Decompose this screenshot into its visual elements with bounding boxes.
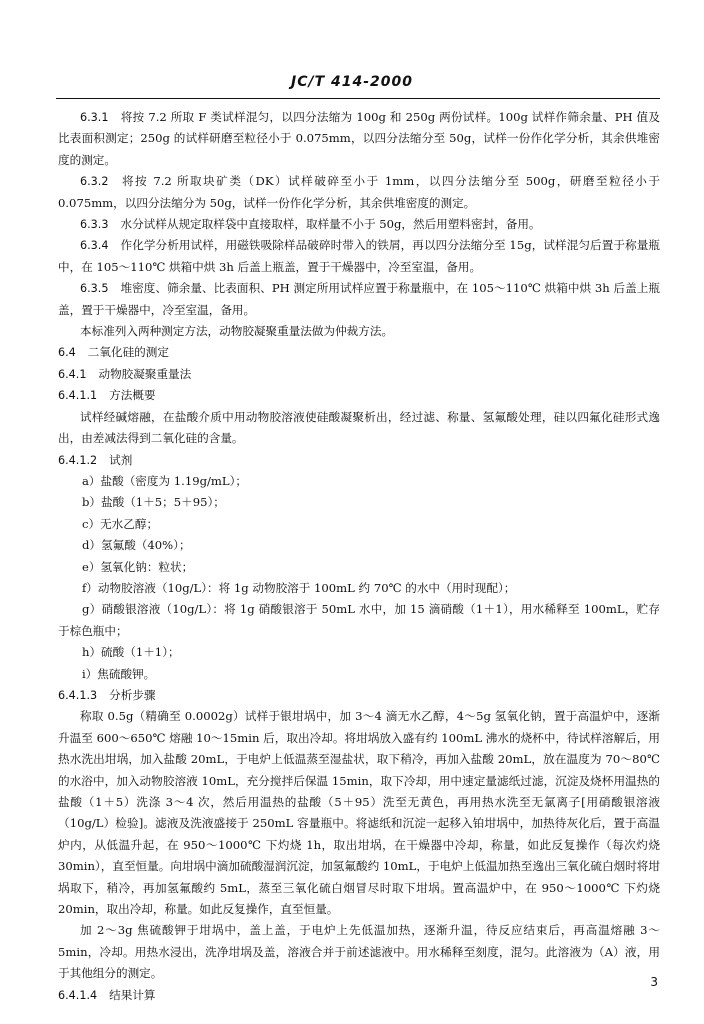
paragraph-text: 试样经碱熔融，在盐酸介质中用动物胶溶液使硅酸凝聚析出，经过滤、称量、氢氟酸处理，硅以四氟化硅形式逸出，由差减法得到二氧化硅的含量。: [58, 409, 660, 446]
paragraph: [58, 278, 660, 321]
paragraph: [58, 321, 660, 342]
heading-text: 试剂: [109, 452, 133, 467]
paragraph: [58, 706, 660, 920]
section-number: 6.4.1.3: [58, 688, 98, 702]
section-heading: [58, 685, 660, 706]
paragraph: [58, 920, 660, 984]
section-number: 6.4: [58, 346, 76, 360]
heading-text: 分析步骤: [109, 687, 156, 702]
paragraph-text: 称取 0.5g（精确至 0.0002g）试样于银坩埚中，加 3～4 滴无水乙醇，4～5g 氢氧化钠，置于高温炉中，逐渐升温至 600～650℃ 熔融 10～15min 后，取出冷却。将坩埚放入盛有约 100mL 沸水的烧杯中，待试样溶解后，用热水洗出坩埚，加入盐酸 20mL，于电炉上低温蒸至湿盐状，取下稍冷，再加入盐酸 20mL，放在温度为 70～80℃ 的水浴中，加入动物胶溶液 10mL，充分搅拌后保温 15min，取下冷却，用中速定量滤纸过滤，沉淀及烧杯用温热的盐酸（1＋5）洗涤 3～4 次，然后用温热的盐酸（5＋95）洗至无黄色，再用热水洗至无氯离子[用硝酸银溶液（10g/L）检验]。滤液及洗液盛接于 250mL 容量瓶中。将滤纸和沉淀一起移入铂坩埚中，加热待灰化后，置于高温炉内，从低温升起，在 950～1000℃ 下灼烧 1h，取出坩埚，在干燥器中冷却，称量，如此反复操作（每次灼烧 30min），直至恒量。向坩埚中滴加硫酸湿润沉淀，加氢氟酸约 10mL，于电炉上低温加热至逸出三氧化硫白烟时将坩埚取下，稍冷，再加氢氟酸约 5mL，蒸至三氧化硫白烟冒尽时取下坩埚。置高温炉中，在 950～1000℃ 下灼烧 20min，取出冷却，称量。如此反复操作，直至恒量。: [58, 709, 660, 917]
heading-text: 动物胶凝聚重量法: [98, 366, 192, 381]
paragraph: [58, 214, 660, 235]
section-number: 6.4.1.4: [58, 988, 98, 1002]
paragraph: [58, 171, 660, 214]
paragraph: [58, 407, 660, 450]
paragraph: [58, 235, 660, 278]
reagent-item: b）盐酸（1＋5；5＋95）；: [82, 495, 225, 510]
section-number: 6.3.2: [80, 175, 109, 189]
document-body: [58, 107, 660, 1006]
paragraph-text: 作化学分析用试样，用磁铁吸除样品破碎时带入的铁屑，再以四分法缩分至 15g，试样混匀后置于称量瓶中，在 105～110℃ 烘箱中烘 3h 后盖上瓶盖，置于干燥器中，冷至室温，备用。: [58, 238, 660, 274]
section-number: 6.3.3: [80, 218, 109, 232]
paragraph-text: 水分试样从规定取样袋中直接取样，取样量不小于 50g，然后用塑料密封，备用。: [120, 217, 541, 232]
heading-text: 结果计算: [109, 987, 156, 1002]
section-number: 6.4.1.2: [58, 453, 98, 467]
section-heading: [58, 342, 660, 363]
reagent-item: a）盐酸（密度为 1.19g/mL）；: [82, 473, 247, 488]
reagent-item: h）硫酸（1＋1）；: [82, 645, 180, 660]
section-heading: [58, 385, 660, 406]
section-number: 6.4.1: [58, 367, 87, 381]
reagent-item: e）氢氧化钠：粒状；: [82, 559, 194, 574]
paragraph-text: 将按 7.2 所取 F 类试样混匀，以四分法缩为 100g 和 250g 两份试样。100g 试样作筛余量、PH 值及比表面积测定；250g 的试样研磨至粒径小于 0.075mm，以四分法缩分至 50g，试样一份作化学分析，其余供堆密度的测定。: [58, 110, 660, 167]
paragraph-text: 加 2～3g 焦硫酸钾于坩埚中，盖上盖，于电炉上先低温加热，逐渐升温，待反应结束后，再高温熔融 3～5min，冷却。用热水浸出，洗净坩埚及盖，溶液合并于前述滤液中。用水稀释至刻度，混匀。此溶液为（A）液，用于其他组分的测定。: [58, 923, 660, 981]
reagent-item: c）无水乙醇；: [82, 516, 159, 531]
section-number: 6.4.1.1: [58, 389, 98, 403]
reagent-item: d）氢氟酸（40%）；: [82, 538, 191, 553]
paragraph: [58, 107, 660, 171]
section-heading: [58, 450, 660, 471]
heading-text: 二氧化硅的测定: [87, 345, 169, 360]
header-rule: [56, 98, 660, 99]
section-number: 6.3.1: [80, 111, 109, 124]
standard-header: JC/T 414-2000: [290, 74, 414, 90]
heading-text: 方法概要: [109, 388, 156, 403]
section-number: 6.3.5: [80, 282, 109, 296]
reagent-item: g）硝酸银溶液（10g/L）：将 1g 硝酸银溶于 50mL 水中，加 15 滴硝酸（1＋1），用水稀释至 100mL，贮存于棕色瓶中；: [58, 602, 660, 638]
section-heading: [58, 985, 660, 1006]
reagent-item: i）焦硫酸钾。: [82, 666, 156, 681]
paragraph-text: 将按 7.2 所取块矿类（DK）试样破碎至小于 1mm，以四分法缩分至 500g，研磨至粒径小于 0.075mm，以四分法缩分为 50g，试样一份作化学分析，其余供堆密度的测定。: [58, 174, 660, 210]
reagent-item: f）动物胶溶液（10g/L）：将 1g 动物胶溶于 100mL 约 70℃ 的水中（用时现配）；: [82, 580, 516, 595]
page-number: 3: [650, 975, 658, 989]
section-number: 6.3.4: [80, 239, 109, 253]
section-heading: [58, 364, 660, 385]
paragraph-text: 堆密度、筛余量、比表面积、PH 测定所用试样应置于称量瓶中，在 105～110℃ 烘箱中烘 3h 后盖上瓶盖，置于干燥器中，冷至室温，备用。: [58, 281, 660, 317]
paragraph-text: 本标准列入两种测定方法，动物胶凝聚重量法做为仲裁方法。: [80, 324, 394, 339]
